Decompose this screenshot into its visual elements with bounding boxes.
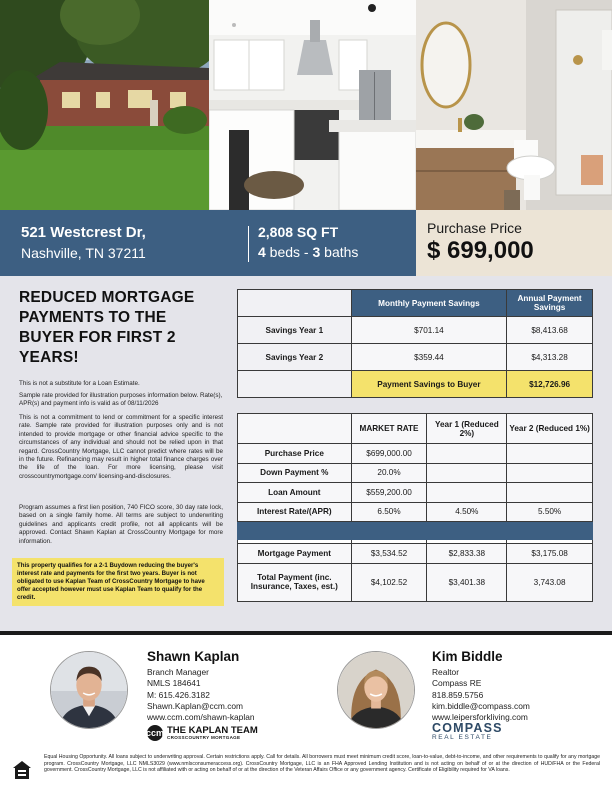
disclaimer-loan-estimate: This is not a substitute for a Loan Estimate.: [19, 380, 140, 387]
purchase-price-box: [416, 210, 612, 276]
legal-footer: [0, 749, 612, 791]
agent1-details: [147, 667, 255, 723]
savings-row-label: Savings Year 2: [238, 344, 352, 371]
avatar-kim-biddle: [337, 651, 415, 729]
property-details: [0, 210, 416, 276]
agent1-website[interactable]: www.ccm.com/shawn-kaplan: [147, 712, 255, 723]
kitchen-photo: [209, 0, 416, 210]
agent2-email[interactable]: kim.biddle@compass.com: [432, 700, 530, 711]
table-row: [238, 502, 593, 522]
beds-count: 4: [258, 244, 266, 260]
rate-row-year2: [507, 444, 593, 464]
rate-row-year1: 4.50%: [427, 502, 507, 522]
savings-row-annual: $4,313.28: [507, 344, 593, 371]
table-row: [238, 317, 593, 344]
headline: REDUCED MORTGAGE PAYMENTS TO THE BUYER FOR FIRST 2 YEARS!: [19, 289, 195, 366]
agent1-phone[interactable]: M: 615.426.3182: [147, 689, 210, 700]
savings-row-monthly: $359.44: [351, 344, 507, 371]
avatar-shawn-kaplan: [50, 651, 128, 729]
compass-logo-subtitle: REAL ESTATE: [432, 734, 493, 741]
payment-row-year2: $3,175.08: [507, 544, 593, 564]
agent2-title: Realtor: [432, 667, 459, 677]
rate-row-year1: [427, 444, 507, 464]
rate-row-label: Purchase Price: [238, 444, 352, 464]
agent2-website[interactable]: www.leipersforkliving.com: [432, 712, 528, 723]
rate-header-market: MARKET RATE: [351, 414, 427, 444]
rate-table: [237, 413, 593, 602]
buydown-note: This property qualifies for a 2-1 Buydown reducing the buyer's interest rate and payments for the first two years. Buyer is not obligated to use Kaplan Team of CrossCountry Mortgage to have offer accepted however must use Kaplan Team to qualify for the credit.: [12, 558, 224, 606]
table-row: [238, 544, 593, 564]
payment-row-label: Total Payment (inc. Insurance, Taxes, est.): [238, 563, 352, 601]
rate-row-label: Down Payment %: [238, 463, 352, 483]
legal-disclaimer: Equal Housing Opportunity. All loans subject to underwriting approval. Certain restrictions apply. Call for details. All borrowers must meet minimum credit score, loan-to-value, debt-to-income, and other requirements to qualify for any mortgage program. CrossCountry Mortgage, LLC NMLS3029 (www.nmlsconsumeraccess.org). CrossCountry Mortgage, LLC is an FHA Approved Lending Institution and is not acting on behalf of or at the direction of HUD/FHA or the Federal government. CrossCountry Mortgage, LLC is not affiliated with or acting on behalf of or at the direction of the Veteran Affairs Office or any government agency. Certificate of Eligibility required for VA loans.: [44, 754, 600, 774]
house-exterior-photo: [0, 0, 209, 210]
property-info-band: [0, 210, 612, 276]
agent2-company: Compass RE: [432, 678, 482, 689]
beds-label: beds -: [265, 244, 313, 260]
purchase-price-value: $ 699,000: [427, 237, 534, 264]
rate-row-year2: [507, 463, 593, 483]
baths-label: baths: [320, 244, 359, 260]
savings-header-monthly: Monthly Payment Savings: [351, 290, 507, 317]
savings-total-blank: [238, 371, 352, 398]
equal-housing-icon: [12, 760, 32, 780]
agents-section: [0, 635, 612, 749]
separator-cell: [351, 522, 427, 540]
band-divider: [248, 226, 249, 262]
savings-total-row: [238, 371, 593, 398]
rate-row-label: Interest Rate/(APR): [238, 502, 352, 522]
savings-row-monthly: $701.14: [351, 317, 507, 344]
disclaimer-commitment: This is not a commitment to lend or commitment for a specific interest rate. Sample rate provided for illustration purposes only and is not intended to provide mortgage or other financial advice specific to the circumstances of any individual and should not be relied upon in that regard. CrossCountry Mortgage, LLC cannot predict where rates will be in the future. Refinancing may result in higher total finance charges over the life of the loan. For more licensing, please visit crosscountrymortgage.com/ licensing-and-disclosures.: [19, 414, 223, 480]
table-row: [238, 344, 593, 371]
separator-cell: [238, 522, 352, 540]
agent1-name: Shawn Kaplan: [147, 649, 240, 664]
ccm-logo-mark: ccm: [147, 725, 163, 741]
savings-row-label: Savings Year 1: [238, 317, 352, 344]
logo-title: THE KAPLAN TEAM: [167, 725, 258, 736]
address-line2: Nashville, TN 37211: [21, 245, 146, 261]
purchase-price-label: Purchase Price: [427, 220, 522, 236]
separator-cell: [507, 522, 593, 540]
agent1-email[interactable]: Shawn.Kaplan@ccm.com: [147, 700, 244, 711]
table-row: [238, 563, 593, 601]
agent2-details: [432, 667, 530, 723]
savings-total-label: Payment Savings to Buyer: [351, 371, 507, 398]
payment-row-year1: $2,833.38: [427, 544, 507, 564]
mortgage-details-panel: [0, 276, 612, 631]
separator-cell: [427, 522, 507, 540]
rate-table-separator: [238, 522, 593, 540]
rate-header-year1: Year 1 (Reduced 2%): [427, 414, 507, 444]
payment-row-market: $3,534.52: [351, 544, 427, 564]
agent1-title: Branch Manager: [147, 667, 209, 677]
savings-total-value: $12,726.96: [507, 371, 593, 398]
disclaimer-program: Program assumes a first lien position, 740 FICO score, 30 day rate lock, based on a single family home. All terms are subject to underwriting guidelines and applicants credit profile, not all applicants will be approved. Contact Shawn Kaplan at CrossCountry Mortgage for more information.: [19, 504, 223, 545]
rate-row-market: 20.0%: [351, 463, 427, 483]
rate-header-year2: Year 2 (Reduced 1%): [507, 414, 593, 444]
payment-row-label: Mortgage Payment: [238, 544, 352, 564]
agent2-phone[interactable]: 818.859.5756: [432, 689, 484, 700]
rate-header-blank: [238, 414, 352, 444]
baths-count: 3: [312, 244, 321, 260]
savings-row-annual: $8,413.68: [507, 317, 593, 344]
kaplan-team-logo-text: [167, 726, 258, 740]
rate-row-year2: [507, 483, 593, 503]
table-row: [238, 483, 593, 503]
rate-header-row: [238, 414, 593, 444]
rate-row-label: Loan Amount: [238, 483, 352, 503]
compass-logo: [432, 722, 503, 741]
agent1-nmls: NMLS 184641: [147, 678, 201, 689]
bathroom-photo: [416, 0, 612, 210]
rate-row-year1: [427, 483, 507, 503]
payment-row-market: $4,102.52: [351, 563, 427, 601]
rate-row-year2: 5.50%: [507, 502, 593, 522]
beds-baths: [258, 244, 358, 260]
compass-logo-text: COMPASS: [432, 721, 503, 735]
table-row: [238, 463, 593, 483]
rate-row-market: $559,200.00: [351, 483, 427, 503]
rate-row-market: $699,000.00: [351, 444, 427, 464]
agent2-name: Kim Biddle: [432, 649, 503, 664]
disclaimer-sample-rate: Sample rate provided for illustration purposes information below. Rate(s), APR(s) and payment info is valid as of 08/11/2026: [19, 392, 223, 408]
payment-row-year1: $3,401.38: [427, 563, 507, 601]
address-line1: 521 Westcrest Dr,: [21, 224, 146, 241]
savings-header-annual: Annual Payment Savings: [507, 290, 593, 317]
payment-row-year2: 3,743.08: [507, 563, 593, 601]
photo-strip: [0, 0, 612, 210]
savings-header-row: [238, 290, 593, 317]
rate-row-year1: [427, 463, 507, 483]
square-footage: 2,808 SQ FT: [258, 224, 339, 240]
savings-table: [237, 289, 593, 398]
logo-subtitle: CROSSCOUNTRY MORTGAGE: [167, 735, 241, 740]
table-row: [238, 444, 593, 464]
savings-header-blank: [238, 290, 352, 317]
kaplan-team-logo: [147, 725, 258, 741]
rate-row-market: 6.50%: [351, 502, 427, 522]
